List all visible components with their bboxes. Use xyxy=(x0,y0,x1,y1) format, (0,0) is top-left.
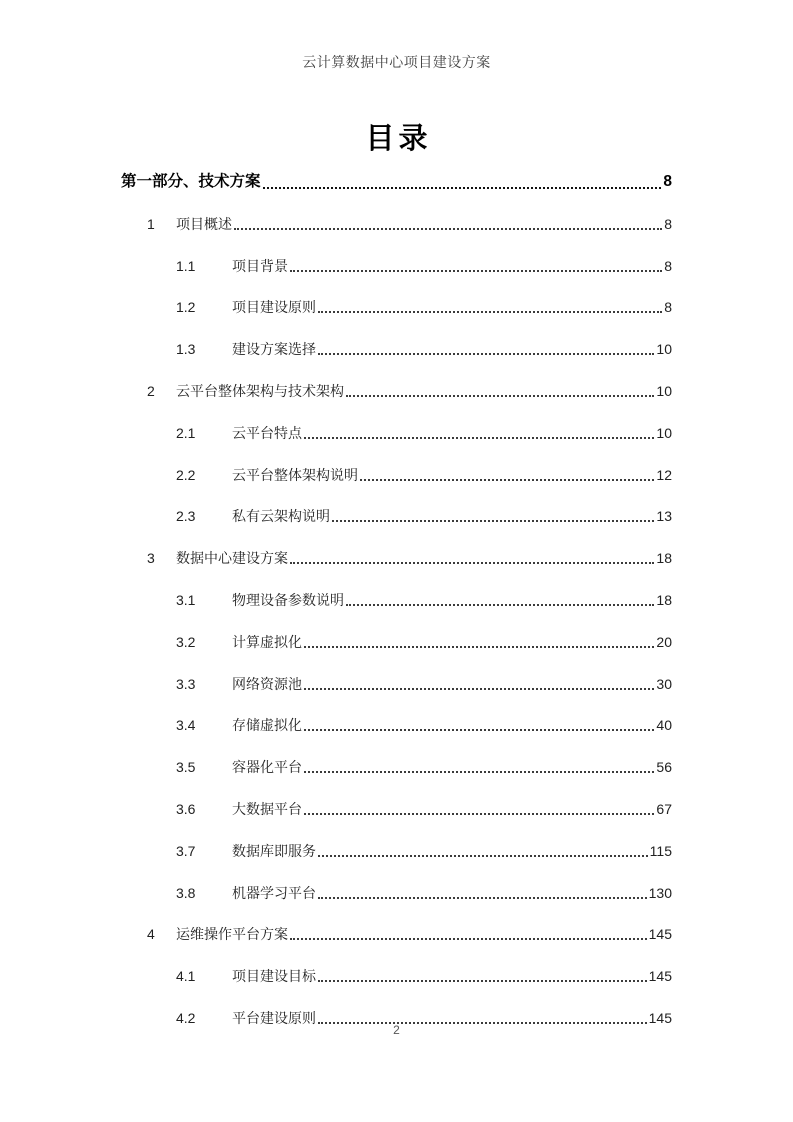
toc-leader-dots xyxy=(304,729,654,731)
toc-entry[interactable] xyxy=(121,590,672,610)
toc-entry-page: 67 xyxy=(656,800,672,817)
toc-entry-label: 私有云架构说明 xyxy=(232,508,330,525)
toc-entry-page: 115 xyxy=(649,842,672,859)
toc-list xyxy=(121,172,672,1050)
toc-leader-dots xyxy=(304,688,654,690)
toc-entry-page: 30 xyxy=(656,675,672,692)
toc-entry-label: 第一部分、技术方案 xyxy=(121,173,261,190)
toc-entry-page: 145 xyxy=(648,926,672,943)
toc-entry-page: 10 xyxy=(656,424,672,441)
toc-entry-page: 145 xyxy=(648,968,672,985)
toc-entry-label: 容器化平台 xyxy=(232,759,302,776)
toc-leader-dots xyxy=(290,270,662,272)
toc-entry-number: 2.3 xyxy=(176,508,196,525)
toc-entry[interactable] xyxy=(121,966,672,986)
toc-entry-label: 云平台特点 xyxy=(232,424,302,441)
toc-entry-page: 18 xyxy=(656,591,672,608)
toc-leader-dots xyxy=(346,395,654,397)
toc-entry-number: 3.2 xyxy=(176,633,196,650)
toc-leader-dots xyxy=(304,813,654,815)
toc-leader-dots xyxy=(346,604,654,606)
toc-leader-dots xyxy=(234,228,662,230)
toc-entry-label: 运维操作平台方案 xyxy=(176,926,288,943)
toc-entry[interactable] xyxy=(121,297,672,317)
toc-entry-label: 存储虚拟化 xyxy=(232,717,302,734)
toc-entry-number: 2.1 xyxy=(176,424,196,441)
toc-entry-number: 1.3 xyxy=(176,341,196,358)
toc-entry-label: 建设方案选择 xyxy=(232,341,316,358)
toc-entry-label: 物理设备参数说明 xyxy=(232,591,344,608)
toc-entry-page: 12 xyxy=(656,466,672,483)
toc-leader-dots xyxy=(304,437,654,439)
toc-entry-page: 8 xyxy=(664,257,672,274)
toc-entry-label: 网络资源池 xyxy=(232,675,302,692)
toc-entry-page: 8 xyxy=(664,215,672,232)
toc-entry-page: 8 xyxy=(663,173,672,190)
toc-leader-dots xyxy=(318,855,648,857)
toc-entry-label: 云平台整体架构说明 xyxy=(232,466,358,483)
toc-entry-number: 3.7 xyxy=(176,842,196,859)
toc-entry-page: 130 xyxy=(648,884,672,901)
toc-entry-label: 项目建设原则 xyxy=(232,299,316,316)
toc-entry[interactable] xyxy=(121,924,672,944)
toc-entry-number: 3.1 xyxy=(176,591,196,608)
toc-entry[interactable] xyxy=(121,465,672,485)
toc-entry-label: 计算虚拟化 xyxy=(232,633,302,650)
toc-entry-number: 1.2 xyxy=(176,299,196,316)
toc-entry-page: 10 xyxy=(656,341,672,358)
toc-entry-page: 18 xyxy=(656,550,672,567)
toc-leader-dots xyxy=(318,980,647,982)
toc-entry-number: 1 xyxy=(147,215,155,232)
toc-entry-page: 8 xyxy=(664,299,672,316)
toc-entry[interactable] xyxy=(121,757,672,777)
toc-leader-dots xyxy=(360,479,654,481)
toc-entry[interactable] xyxy=(121,423,672,443)
toc-leader-dots xyxy=(263,187,662,189)
toc-entry-page: 20 xyxy=(656,633,672,650)
toc-entry-label: 大数据平台 xyxy=(232,800,302,817)
toc-entry-number: 1.1 xyxy=(176,257,196,274)
toc-leader-dots xyxy=(318,353,654,355)
toc-entry[interactable] xyxy=(121,799,672,819)
toc-leader-dots xyxy=(304,771,654,773)
toc-entry[interactable] xyxy=(121,172,672,192)
toc-entry-label: 平台建设原则 xyxy=(232,1009,316,1026)
toc-entry-label: 机器学习平台 xyxy=(232,884,316,901)
toc-entry-label: 项目建设目标 xyxy=(232,968,316,985)
toc-entry[interactable] xyxy=(121,548,672,568)
toc-entry-label: 项目概述 xyxy=(176,215,232,232)
toc-entry-number: 4 xyxy=(147,926,155,943)
toc-entry-page: 145 xyxy=(648,1009,672,1026)
toc-entry-page: 10 xyxy=(656,382,672,399)
toc-entry-page: 40 xyxy=(656,717,672,734)
toc-entry-number: 3.4 xyxy=(176,717,196,734)
toc-leader-dots xyxy=(304,646,654,648)
toc-entry-label: 云平台整体架构与技术架构 xyxy=(176,382,344,399)
toc-entry-number: 3.3 xyxy=(176,675,196,692)
toc-title: 目录 xyxy=(365,123,432,155)
toc-entry[interactable] xyxy=(121,506,672,526)
toc-leader-dots xyxy=(290,938,647,940)
toc-entry[interactable] xyxy=(121,883,672,903)
toc-entry[interactable] xyxy=(121,632,672,652)
toc-entry[interactable] xyxy=(121,841,672,861)
toc-entry[interactable] xyxy=(121,339,672,359)
toc-entry-label: 数据中心建设方案 xyxy=(176,550,288,567)
toc-entry[interactable] xyxy=(121,381,672,401)
toc-entry-number: 3.5 xyxy=(176,759,196,776)
toc-entry-label: 数据库即服务 xyxy=(232,842,316,859)
toc-entry-label: 项目背景 xyxy=(232,257,288,274)
toc-leader-dots xyxy=(332,520,654,522)
toc-entry[interactable] xyxy=(121,214,672,234)
page-number: 2 xyxy=(393,1023,400,1037)
toc-entry-page: 13 xyxy=(656,508,672,525)
toc-entry[interactable] xyxy=(121,674,672,694)
toc-entry-number: 3 xyxy=(147,550,155,567)
toc-entry[interactable] xyxy=(121,715,672,735)
toc-entry-page: 56 xyxy=(656,759,672,776)
toc-entry[interactable] xyxy=(121,256,672,276)
toc-entry-number: 3.6 xyxy=(176,800,196,817)
toc-entry-number: 3.8 xyxy=(176,884,196,901)
toc-entry-number: 2 xyxy=(147,382,155,399)
toc-entry-number: 2.2 xyxy=(176,466,196,483)
toc-leader-dots xyxy=(318,897,647,899)
document-header-title: 云计算数据中心项目建设方案 xyxy=(302,54,491,70)
toc-leader-dots xyxy=(318,311,662,313)
toc-leader-dots xyxy=(290,562,654,564)
toc-entry-number: 4.2 xyxy=(176,1009,196,1026)
toc-entry-number: 4.1 xyxy=(176,968,196,985)
